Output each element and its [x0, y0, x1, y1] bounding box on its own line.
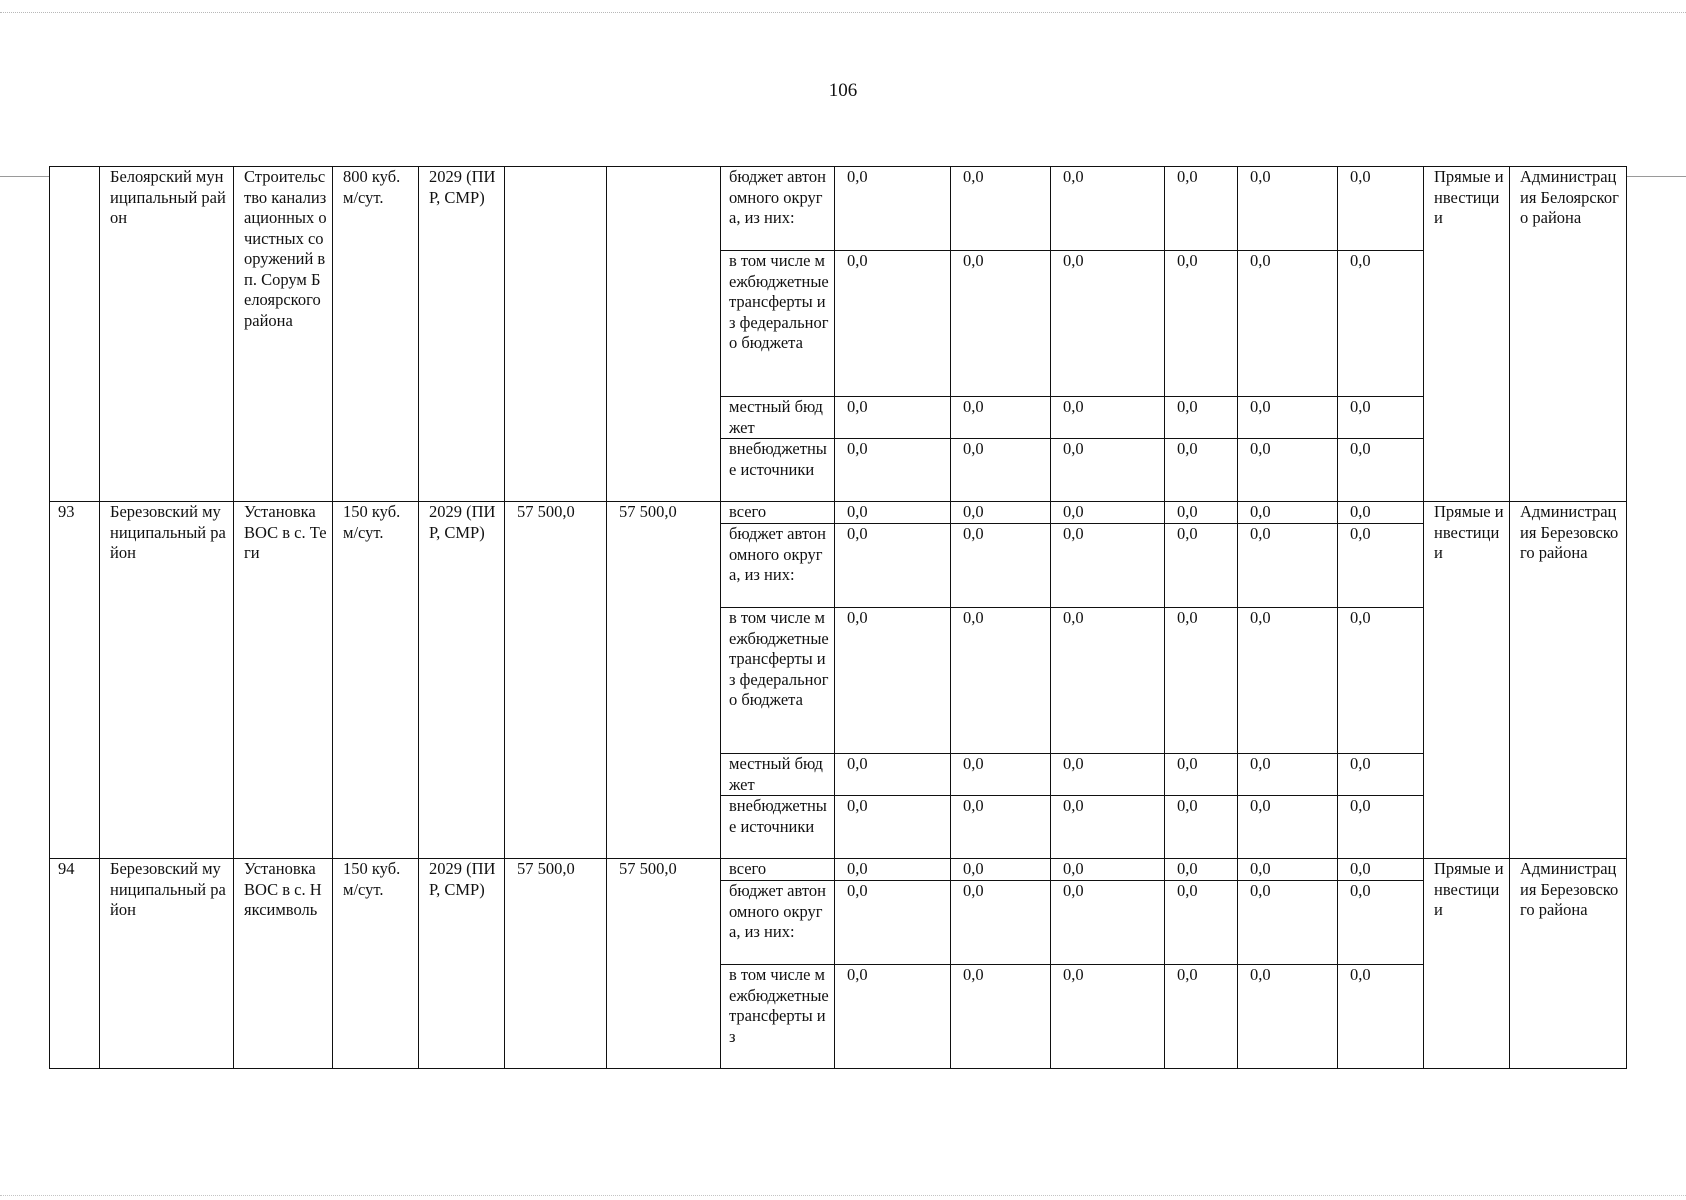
funding-value: 0,0	[1051, 965, 1165, 1069]
funding-value: 0,0	[951, 796, 1051, 859]
funding-value: 0,0	[1051, 796, 1165, 859]
funding-value: 0,0	[835, 439, 951, 502]
funding-value: 0,0	[1051, 524, 1165, 608]
funding-value: 0,0	[1165, 754, 1238, 796]
funding-value: 0,0	[1165, 608, 1238, 754]
customer-name: Администрация Березовского района	[1510, 859, 1627, 1069]
district-name: Березовский муниципальный район	[100, 502, 234, 859]
funding-value: 0,0	[1338, 754, 1424, 796]
capacity: 800 куб. м/сут.	[333, 167, 419, 502]
funding-value: 0,0	[1338, 965, 1424, 1069]
funding-value: 0,0	[835, 397, 951, 439]
funding-value: 0,0	[1238, 397, 1338, 439]
project-number	[50, 167, 100, 502]
funding-value: 0,0	[1051, 754, 1165, 796]
estimated-cost	[505, 167, 607, 502]
investment-form: Прямые инвестиции	[1424, 167, 1510, 502]
funding-value: 0,0	[951, 859, 1051, 881]
funding-value: 0,0	[1051, 881, 1165, 965]
funding-value: 0,0	[1338, 167, 1424, 251]
funding-value: 0,0	[1338, 397, 1424, 439]
funding-value: 0,0	[835, 251, 951, 397]
funding-value: 0,0	[1238, 796, 1338, 859]
funding-value: 0,0	[1238, 251, 1338, 397]
funding-value: 0,0	[1238, 608, 1338, 754]
funding-value: 0,0	[951, 167, 1051, 251]
table-row	[50, 502, 1627, 524]
funding-value: 0,0	[835, 608, 951, 754]
funding-value: 0,0	[951, 965, 1051, 1069]
estimated-cost: 57 500,0	[505, 502, 607, 859]
funding-value: 0,0	[1238, 439, 1338, 502]
investment-form: Прямые инвестиции	[1424, 859, 1510, 1069]
scan-edge-top	[0, 12, 1686, 13]
funding-value: 0,0	[1338, 859, 1424, 881]
funding-source: в том числе межбюджетные трансферты из федерального бюджета	[721, 251, 835, 397]
project-number: 93	[50, 502, 100, 859]
funding-value: 0,0	[1051, 859, 1165, 881]
funding-value: 0,0	[1338, 524, 1424, 608]
funding-value: 0,0	[835, 965, 951, 1069]
funding-value: 0,0	[1165, 439, 1238, 502]
funding-value: 0,0	[1238, 754, 1338, 796]
funding-value: 0,0	[1165, 965, 1238, 1069]
funding-value: 0,0	[1338, 796, 1424, 859]
funding-value: 0,0	[835, 881, 951, 965]
scan-margin-line-right	[1626, 176, 1686, 177]
district-name: Березовский муниципальный район	[100, 859, 234, 1069]
funding-value: 0,0	[1165, 524, 1238, 608]
funding-value: 0,0	[1165, 502, 1238, 524]
funding-source: бюджет автономного округа, из них:	[721, 167, 835, 251]
investment-form: Прямые инвестиции	[1424, 502, 1510, 859]
funding-value: 0,0	[1338, 251, 1424, 397]
funding-source: внебюджетные источники	[721, 796, 835, 859]
funding-value: 0,0	[1238, 167, 1338, 251]
funding-value: 0,0	[1238, 965, 1338, 1069]
funding-value: 0,0	[1051, 439, 1165, 502]
funding-value: 0,0	[1338, 439, 1424, 502]
implementation-period: 2029 (ПИР, СМР)	[419, 502, 505, 859]
funding-value: 0,0	[1338, 608, 1424, 754]
funding-source: местный бюджет	[721, 397, 835, 439]
funding-source: всего	[721, 502, 835, 524]
remaining-cost: 57 500,0	[607, 859, 721, 1069]
object-name: Строительство канализационных очистных сооружений в п. Сорум Белоярского района	[234, 167, 333, 502]
object-name: Установка ВОС в с. Няксимволь	[234, 859, 333, 1069]
funding-source: внебюджетные источники	[721, 439, 835, 502]
scan-edge-bottom	[0, 1195, 1686, 1196]
remaining-cost: 57 500,0	[607, 502, 721, 859]
funding-source: всего	[721, 859, 835, 881]
scan-margin-line-left	[0, 176, 50, 177]
funding-value: 0,0	[1165, 796, 1238, 859]
funding-value: 0,0	[835, 167, 951, 251]
funding-value: 0,0	[1165, 397, 1238, 439]
funding-value: 0,0	[1165, 881, 1238, 965]
funding-value: 0,0	[1165, 251, 1238, 397]
capacity: 150 куб. м/сут.	[333, 502, 419, 859]
page-number: 106	[828, 80, 858, 101]
funding-value: 0,0	[1051, 167, 1165, 251]
funding-value: 0,0	[951, 524, 1051, 608]
funding-value: 0,0	[1338, 881, 1424, 965]
funding-source: бюджет автономного округа, из них:	[721, 881, 835, 965]
funding-value: 0,0	[951, 397, 1051, 439]
funding-source: в том числе межбюджетные трансферты из	[721, 965, 835, 1069]
funding-value: 0,0	[1051, 608, 1165, 754]
funding-value: 0,0	[951, 439, 1051, 502]
funding-value: 0,0	[1238, 859, 1338, 881]
funding-value: 0,0	[835, 754, 951, 796]
funding-source: бюджет автономного округа, из них:	[721, 524, 835, 608]
funding-value: 0,0	[951, 251, 1051, 397]
funding-value: 0,0	[1338, 502, 1424, 524]
remaining-cost	[607, 167, 721, 502]
customer-name: Администрация Березовского района	[1510, 502, 1627, 859]
district-name: Белоярский муниципальный район	[100, 167, 234, 502]
funding-value: 0,0	[951, 502, 1051, 524]
implementation-period: 2029 (ПИР, СМР)	[419, 859, 505, 1069]
funding-value: 0,0	[1165, 859, 1238, 881]
investment-table	[49, 166, 1627, 1069]
funding-value: 0,0	[951, 608, 1051, 754]
capacity: 150 куб. м/сут.	[333, 859, 419, 1069]
funding-source: местный бюджет	[721, 754, 835, 796]
customer-name: Администрация Белоярского района	[1510, 167, 1627, 502]
funding-value: 0,0	[1238, 502, 1338, 524]
funding-value: 0,0	[835, 859, 951, 881]
object-name: Установка ВОС в с. Теги	[234, 502, 333, 859]
project-number: 94	[50, 859, 100, 1069]
investment-table-container	[49, 166, 1627, 1069]
funding-value: 0,0	[1238, 524, 1338, 608]
estimated-cost: 57 500,0	[505, 859, 607, 1069]
funding-value: 0,0	[951, 754, 1051, 796]
funding-value: 0,0	[1165, 167, 1238, 251]
funding-value: 0,0	[835, 502, 951, 524]
funding-value: 0,0	[951, 881, 1051, 965]
funding-value: 0,0	[835, 524, 951, 608]
implementation-period: 2029 (ПИР, СМР)	[419, 167, 505, 502]
table-row	[50, 167, 1627, 251]
funding-value: 0,0	[1051, 251, 1165, 397]
funding-value: 0,0	[1051, 502, 1165, 524]
funding-source: в том числе межбюджетные трансферты из федерального бюджета	[721, 608, 835, 754]
table-body	[50, 167, 1627, 1069]
table-row	[50, 859, 1627, 881]
funding-value: 0,0	[1238, 881, 1338, 965]
funding-value: 0,0	[835, 796, 951, 859]
funding-value: 0,0	[1051, 397, 1165, 439]
